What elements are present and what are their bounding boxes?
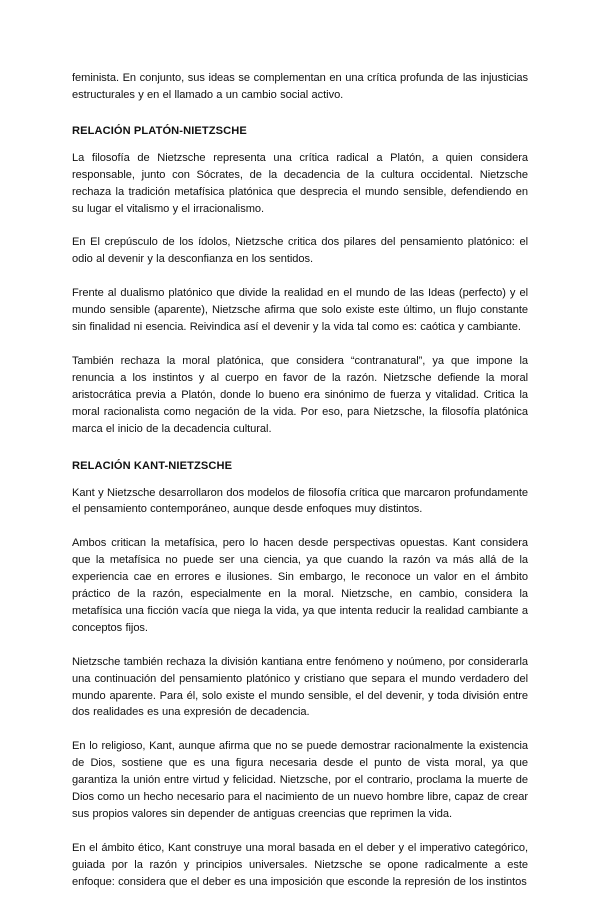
paragraph: En el ámbito ético, Kant construye una moral basada en el deber y el imperativo categórico, guiada por la razón y principios universales. Nietzsche se opone radicalmente a este enfoque: considera que el deber es una imposición que esconde la represión de los instintos: [72, 841, 528, 888]
paragraph: Nietzsche también rechaza la división kantiana entre fenómeno y noúmeno, por considerarla una continuación del pensamiento platónico y cristiano que separa el mundo verdadero del mundo aparente. Para él, solo existe el mundo sensible, el del devenir, y toda división entre dos realidades es una expresión de decadencia.: [72, 655, 528, 719]
document-page: [72, 70, 528, 908]
paragraph: Ambos critican la metafísica, pero lo hacen desde perspectivas opuestas. Kant considera que la metafísica no puede ser una ciencia, ya que cuando la razón va más allá de la experiencia cae en errores e ilusiones. Sin embargo, le reconoce un valor en el ámbito práctico de la razón, especialmente en la moral. Nietzsche, en cambio, considera la metafísica una ficción vacía que niega la vida, ya que intenta reducir la realidad cambiante a conceptos fijos.: [72, 537, 528, 634]
paragraph: En lo religioso, Kant, aunque afirma que no se puede demostrar racionalmente la existencia de Dios, sostiene que es una figura necesaria desde el punto de vista moral, ya que garantiza la unión entre virtud y felicidad. Nietzsche, por el contrario, proclama la muerte de Dios como un hecho necesario para el nacimiento de un nuevo hombre libre, capaz de crear sus propios valores sin depender de antiguas creencias que reprimen la vida.: [72, 740, 528, 820]
section-heading-kant-nietzsche: RELACIÓN KANT-NIETZSCHE: [72, 459, 233, 472]
intro-paragraph: feminista. En conjunto, sus ideas se complementan en una crítica profunda de las injusticias estructurales y en el llamado a un cambio social activo.: [72, 72, 528, 101]
paragraph: Frente al dualismo platónico que divide la realidad en el mundo de las Ideas (perfecto) y el mundo sensible (aparente), Nietzsche afirma que solo existe este último, un flujo constante sin finalidad ni esencia. Reivindica así el devenir y la vida tal como es: caótica y cambiante.: [72, 287, 528, 334]
paragraph: La filosofía de Nietzsche representa una crítica radical a Platón, a quien considera responsable, junto con Sócrates, de la decadencia de la cultura occidental. Nietzsche rechaza la tradición metafísica platónica que desprecia el mundo sensible, defendiendo en su lugar el vitalismo y el irracionalismo.: [72, 151, 528, 215]
paragraph: También rechaza la moral platónica, que considera “contranatural”, ya que impone la renuncia a los instintos y al cuerpo en favor de la razón. Nietzsche defiende la moral aristocrática previa a Platón, donde lo bueno era sinónimo de fuerza y vitalidad. Critica la moral racionalista como negación de la vida. Por eso, para Nietzsche, la filosofía platónica marca el inicio de la decadencia cultural.: [72, 354, 528, 435]
paragraph: En El crepúsculo de los ídolos, Nietzsche critica dos pilares del pensamiento platónico: el odio al devenir y la desconfianza en los sentidos.: [72, 236, 528, 266]
paragraph: Kant y Nietzsche desarrollaron dos modelos de filosofía crítica que marcaron profundamente el pensamiento contemporáneo, aunque desde enfoques muy distintos.: [72, 486, 528, 516]
section-heading-platon-nietzsche: RELACIÓN PLATÓN-NIETZSCHE: [72, 124, 247, 137]
